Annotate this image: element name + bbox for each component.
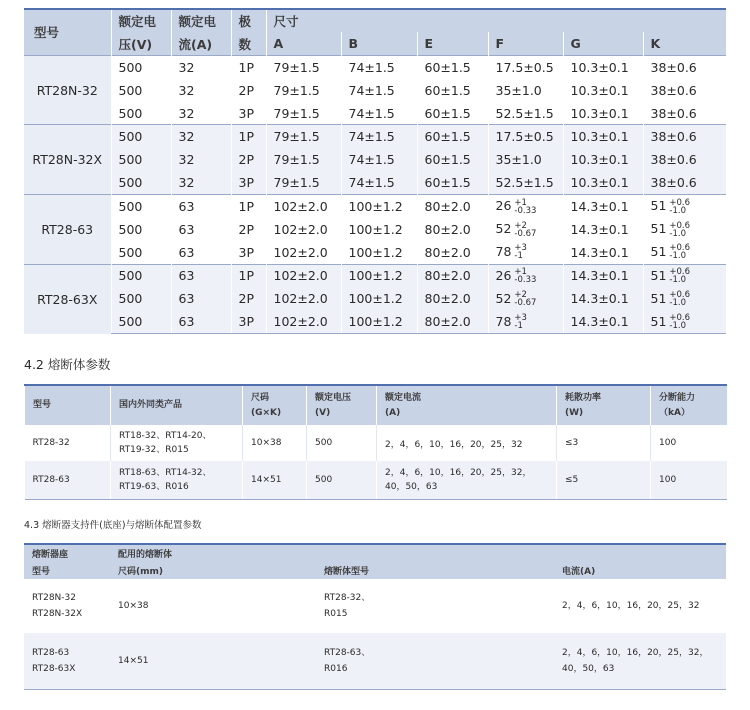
cell-voltage: 500 (111, 287, 171, 310)
cell-current: 63 (171, 218, 231, 241)
cell-dim-g: 14.3±0.1 (563, 241, 643, 264)
cell-current: 2，4，6，10，16，20，25，32 (554, 579, 726, 633)
cell-dim-b: 100±1.2 (341, 310, 417, 333)
header-dim-e: E (417, 32, 488, 55)
cell-dim-e: 80±2.0 (417, 195, 488, 218)
cell-voltage: 500 (111, 148, 171, 171)
header-voltage: 额定电 (111, 9, 171, 32)
cell-dim-g: 14.3±0.1 (563, 195, 643, 218)
cell-dim-f: 52.5±1.5 (488, 102, 563, 125)
cell-dim-e: 60±1.5 (417, 125, 488, 148)
cell-dim-f: 26 +1 -0.33 (488, 195, 563, 218)
cell-current: 32 (171, 171, 231, 194)
cell-dim-k: 38±0.6 (643, 148, 726, 171)
cell-current: 2，4，6，10，16，20，25，32， 40，50，63 (377, 461, 557, 499)
cell-dim-a: 79±1.5 (266, 148, 341, 171)
table-row (24, 171, 726, 194)
cell-dim-e: 60±1.5 (417, 148, 488, 171)
header-fuse-model: 熔断体型号 (316, 562, 554, 579)
cell-poles: 3P (231, 171, 266, 194)
cell-dim-e: 60±1.5 (417, 55, 488, 78)
cell-dim-a: 102±2.0 (266, 287, 341, 310)
cell-voltage: 500 (307, 461, 377, 499)
fuse-parameters-table (24, 384, 727, 500)
header-poles-2: 数 (231, 32, 266, 55)
header-dim-a: A (266, 32, 341, 55)
cell-voltage: 500 (111, 241, 171, 264)
table-row (24, 79, 726, 102)
cell-poles: 3P (231, 102, 266, 125)
cell-voltage: 500 (111, 218, 171, 241)
header-current: 额定电流 (A) (377, 385, 557, 425)
cell-dim-g: 14.3±0.1 (563, 218, 643, 241)
cell-poles: 2P (231, 148, 266, 171)
cell-dim-f: 35±1.0 (488, 79, 563, 102)
cell-dim-k: 51 +0.6 -1.0 (643, 287, 726, 310)
table-row (24, 287, 726, 310)
table-row (24, 310, 726, 333)
cell-model: RT28-63 RT28-63X (24, 633, 110, 689)
cell-dim-g: 10.3±0.1 (563, 102, 643, 125)
table-row (24, 125, 726, 148)
cell-dim-b: 100±1.2 (341, 287, 417, 310)
cell-current: 63 (171, 287, 231, 310)
cell-dim-e: 60±1.5 (417, 171, 488, 194)
cell-dim-b: 74±1.5 (341, 171, 417, 194)
cell-size: 14×51 (243, 461, 307, 499)
cell-breaking: 100 (651, 461, 727, 499)
cell-current: 63 (171, 241, 231, 264)
cell-current: 2，4，6，10，16，20，25，32， 40，50，63 (554, 633, 726, 689)
cell-dim-e: 80±2.0 (417, 241, 488, 264)
table-row (25, 461, 727, 499)
cell-voltage: 500 (111, 102, 171, 125)
cell-dim-k: 38±0.6 (643, 171, 726, 194)
header-model: 型号 (24, 562, 110, 579)
cell-model: RT28N-32X (24, 125, 111, 195)
header-current: 电流(A) (554, 562, 726, 579)
header-model: 型号 (25, 385, 111, 425)
cell-dim-e: 80±2.0 (417, 287, 488, 310)
cell-current: 32 (171, 125, 231, 148)
cell-dim-e: 80±2.0 (417, 218, 488, 241)
cell-current: 32 (171, 79, 231, 102)
cell-dim-b: 74±1.5 (341, 55, 417, 78)
cell-dim-k: 51 +0.6 -1.0 (643, 218, 726, 241)
cell-dim-b: 74±1.5 (341, 148, 417, 171)
cell-voltage: 500 (111, 195, 171, 218)
cell-dim-a: 79±1.5 (266, 55, 341, 78)
cell-fuse-model: RT28-32、 R015 (316, 579, 554, 633)
table-header-row (25, 385, 727, 425)
cell-dim-a: 79±1.5 (266, 79, 341, 102)
cell-dim-b: 100±1.2 (341, 195, 417, 218)
cell-current: 32 (171, 148, 231, 171)
header-equivalent: 国内外同类产品 (111, 385, 243, 425)
cell-voltage: 500 (111, 79, 171, 102)
section-title-4-3: 4.3 熔断器支持件(底座)与熔断体配置参数 (24, 520, 202, 531)
cell-power: ≤3 (557, 425, 651, 461)
header-size: 尺码(mm) (110, 562, 316, 579)
header-breaking: 分断能力 （kA） (651, 385, 727, 425)
header-power: 耗散功率 (W) (557, 385, 651, 425)
cell-dim-g: 14.3±0.1 (563, 264, 643, 287)
cell-current: 32 (171, 55, 231, 78)
cell-dim-g: 14.3±0.1 (563, 310, 643, 333)
cell-breaking: 100 (651, 425, 727, 461)
cell-dim-k: 38±0.6 (643, 102, 726, 125)
cell-dim-g: 14.3±0.1 (563, 287, 643, 310)
section-title-4-2: 4.2 熔断体参数 (24, 357, 111, 372)
cell-dim-e: 60±1.5 (417, 102, 488, 125)
cell-dim-f: 52 +2 -0.67 (488, 287, 563, 310)
cell-voltage: 500 (111, 310, 171, 333)
table-row (24, 633, 726, 689)
cell-poles: 3P (231, 241, 266, 264)
cell-dim-k: 51 +0.6 -1.0 (643, 310, 726, 333)
table-row (24, 148, 726, 171)
cell-fuse-model: RT28-63、 R016 (316, 633, 554, 689)
cell-dim-a: 102±2.0 (266, 218, 341, 241)
header-current-unit: 流(A) (171, 32, 231, 55)
cell-voltage: 500 (111, 55, 171, 78)
cell-poles: 1P (231, 55, 266, 78)
table-row (24, 195, 726, 218)
cell-size: 14×51 (110, 633, 316, 689)
cell-model: RT28-63 (25, 461, 111, 499)
cell-dim-b: 74±1.5 (341, 79, 417, 102)
cell-size: 10×38 (243, 425, 307, 461)
cell-dim-f: 78 +3 -1 (488, 310, 563, 333)
cell-model: RT28-32 (25, 425, 111, 461)
cell-power: ≤5 (557, 461, 651, 499)
table-header-row (24, 9, 726, 32)
cell-poles: 1P (231, 125, 266, 148)
cell-dim-b: 100±1.2 (341, 218, 417, 241)
cell-poles: 2P (231, 287, 266, 310)
table-row (24, 579, 726, 633)
cell-dim-g: 10.3±0.1 (563, 79, 643, 102)
header-dimensions: 尺寸 (266, 9, 726, 32)
cell-dim-k: 38±0.6 (643, 79, 726, 102)
cell-voltage: 500 (111, 264, 171, 287)
cell-dim-e: 80±2.0 (417, 264, 488, 287)
header-dim-k: K (643, 32, 726, 55)
cell-dim-k: 38±0.6 (643, 55, 726, 78)
table-row (25, 425, 727, 461)
cell-dim-f: 35±1.0 (488, 148, 563, 171)
header-dim-g: G (563, 32, 643, 55)
cell-dim-k: 51 +0.6 -1.0 (643, 195, 726, 218)
cell-dim-k: 51 +0.6 -1.0 (643, 264, 726, 287)
cell-dim-b: 100±1.2 (341, 264, 417, 287)
cell-equivalent: RT18-32、RT14-20、 RT19-32、R015 (111, 425, 243, 461)
header-current: 额定电 (171, 9, 231, 32)
cell-model: RT28N-32 (24, 55, 111, 125)
table-header-row (24, 544, 726, 562)
cell-dim-k: 51 +0.6 -1.0 (643, 241, 726, 264)
table-row (24, 264, 726, 287)
table-row (24, 218, 726, 241)
cell-dim-g: 10.3±0.1 (563, 55, 643, 78)
header-dim-b: B (341, 32, 417, 55)
cell-model: RT28N-32 RT28N-32X (24, 579, 110, 633)
cell-dim-f: 26 +1 -0.33 (488, 264, 563, 287)
cell-dim-b: 100±1.2 (341, 241, 417, 264)
cell-dim-g: 10.3±0.1 (563, 171, 643, 194)
header-holder: 熔断器座 (24, 544, 110, 562)
header-model: 型号 (24, 9, 111, 55)
cell-dim-g: 10.3±0.1 (563, 125, 643, 148)
cell-current: 63 (171, 310, 231, 333)
cell-current: 63 (171, 195, 231, 218)
cell-poles: 3P (231, 310, 266, 333)
table-row (24, 55, 726, 78)
cell-dim-g: 10.3±0.1 (563, 148, 643, 171)
cell-voltage: 500 (111, 171, 171, 194)
cell-dim-a: 102±2.0 (266, 310, 341, 333)
cell-dim-a: 102±2.0 (266, 241, 341, 264)
cell-dim-e: 80±2.0 (417, 310, 488, 333)
cell-dim-b: 74±1.5 (341, 102, 417, 125)
table-header-row (24, 562, 726, 579)
cell-voltage: 500 (307, 425, 377, 461)
table-row (24, 102, 726, 125)
cell-poles: 2P (231, 79, 266, 102)
table-header-row (24, 32, 726, 55)
cell-dim-a: 79±1.5 (266, 125, 341, 148)
header-size: 尺码 (G×K) (243, 385, 307, 425)
cell-equivalent: RT18-63、RT14-32、 RT19-63、R016 (111, 461, 243, 499)
cell-poles: 2P (231, 218, 266, 241)
cell-current: 63 (171, 264, 231, 287)
cell-current: 32 (171, 102, 231, 125)
dimensions-table (24, 8, 726, 334)
header-dim-f: F (488, 32, 563, 55)
cell-dim-f: 52.5±1.5 (488, 171, 563, 194)
cell-dim-b: 74±1.5 (341, 125, 417, 148)
cell-dim-f: 78 +3 -1 (488, 241, 563, 264)
cell-dim-e: 60±1.5 (417, 79, 488, 102)
cell-current: 2，4，6，10，16，20，25，32 (377, 425, 557, 461)
header-matched-fuse: 配用的熔断体 (110, 544, 726, 562)
cell-dim-f: 17.5±0.5 (488, 55, 563, 78)
header-poles: 极 (231, 9, 266, 32)
cell-dim-a: 79±1.5 (266, 171, 341, 194)
cell-model: RT28-63 (24, 195, 111, 265)
cell-dim-a: 102±2.0 (266, 195, 341, 218)
cell-dim-a: 102±2.0 (266, 264, 341, 287)
cell-model: RT28-63X (24, 264, 111, 334)
cell-dim-k: 38±0.6 (643, 125, 726, 148)
cell-poles: 1P (231, 195, 266, 218)
holder-configuration-table (24, 543, 726, 690)
table-row (24, 241, 726, 264)
cell-size: 10×38 (110, 579, 316, 633)
cell-poles: 1P (231, 264, 266, 287)
header-voltage: 额定电压 (V) (307, 385, 377, 425)
cell-dim-a: 79±1.5 (266, 102, 341, 125)
header-voltage-unit: 压(V) (111, 32, 171, 55)
cell-dim-f: 17.5±0.5 (488, 125, 563, 148)
cell-voltage: 500 (111, 125, 171, 148)
cell-dim-f: 52 +2 -0.67 (488, 218, 563, 241)
